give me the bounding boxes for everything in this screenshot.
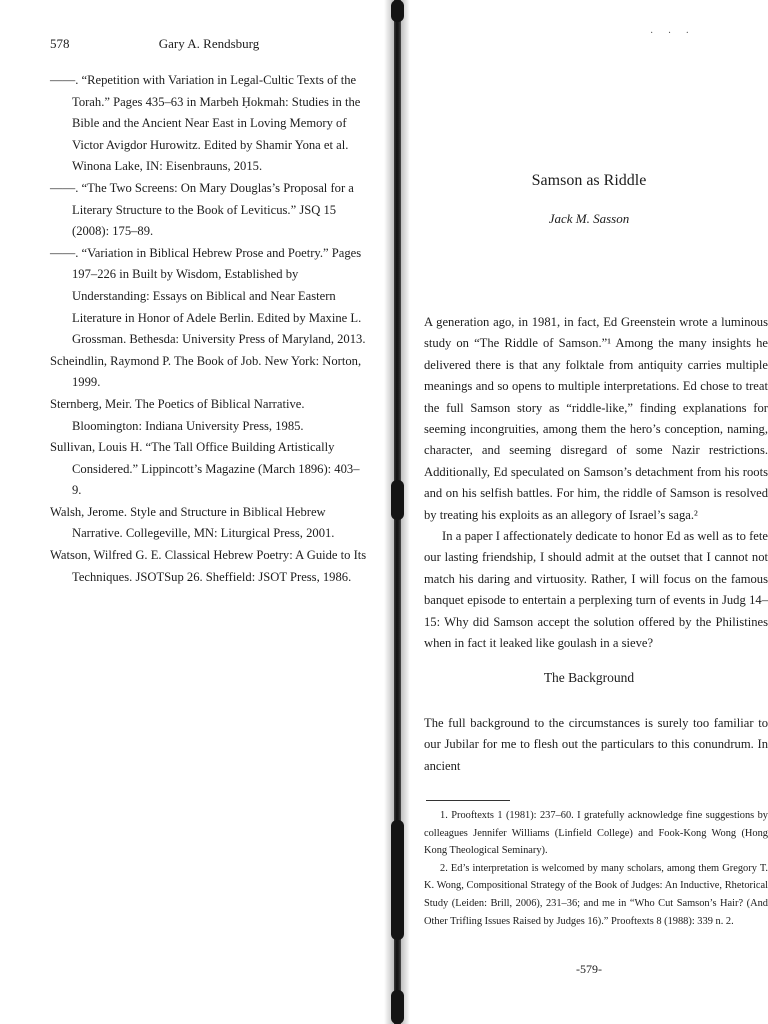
chapter-title: Samson as Riddle [531, 172, 647, 189]
spine-bulge [391, 990, 404, 1024]
spine-bulge [391, 0, 404, 22]
footnotes [424, 807, 768, 930]
page-number-left: 578 [50, 36, 70, 51]
bibliography-entry: Sternberg, Meir. The Poetics of Biblical Narrative. Bloomington: Indiana University Press, 1985. [50, 396, 305, 433]
bibliography-entry: Watson, Wilfred G. E. Classical Hebrew Poetry: A Guide to Its Techniques. JSOTSup 26. Sheffield: JSOT Press, 1986. [50, 548, 367, 584]
footnote-divider [426, 800, 510, 801]
spine-bulge [391, 480, 404, 520]
footnote: 2. Ed’s interpretation is welcomed by many scholars, among them Gregory T. K. Wong, Compositional Strategy of the Book of Judges: An Inductive, Rhetorical Study (Leiden: Brill, 2006), 231–36; and me in “Who Cut Samson’s Hair? (And Other Trifling Issues Raised by Judges 16).” Prooftexts 8 (1988): 339 n. 2. [424, 862, 768, 927]
spine-bulge [391, 820, 404, 940]
body-text [424, 312, 768, 655]
section-paragraph: The full background to the circumstances is surely too familiar to our Jubilar for me to flesh out the particulars to this conundrum. In ancient [424, 716, 768, 773]
body-paragraph: In a paper I affectionately dedicate to honor Ed as well as to fete our lasting friendship, I should admit at the outset that I cannot not match his daring and virtuosity. Rather, I will focus on the famous banquet episode to entertain a perplexing turn of events in Judg 14–15: Why did Samson accept the solution offered by the Philistines when in fact it leaked like goulash in a sieve? [424, 529, 768, 651]
bibliography-list [50, 70, 368, 588]
bibliography-entry: ——. “Repetition with Variation in Legal-Cultic Texts of the Torah.” Pages 435–63 in Marbeh Ḥokmah: Studies in the Bible and the Ancient Near East in Loving Memory of Victor Avigdor Hurowitz. Edited by Shamir Yona et al. Winona Lake, IN: Eisenbrauns, 2015. [50, 73, 361, 174]
bibliography-entry: ——. “The Two Screens: On Mary Douglas’s Proposal for a Literary Structure to the Book of Leviticus.” JSQ 15 (2008): 175–89. [50, 180, 354, 239]
chapter-author: Jack M. Sasson [548, 211, 630, 226]
running-head-author: Gary A. Rendsburg [158, 36, 260, 51]
book-gutter [384, 0, 410, 1024]
body-paragraph: A generation ago, in 1981, in fact, Ed Greenstein wrote a luminous study on “The Riddle of Samson.”¹ Among the many insights he delivered there is that any folktale from antiquity carries multiple meanings and so opens to multiple interpretations. Ed chose to treat the full Samson story as “riddle-like,” finding explanations for seeming incongruities, among them the hero’s conception, naming, character, and seeming disregard of some Nazir restrictions. Additionally, Ed speculated on Samson’s detachment from his roots and on his selfish battles. For him, the riddle of Samson is resolved by treating his exploits as an allegory of Israel’s saga.² [424, 315, 768, 522]
bibliography-entry: Walsh, Jerome. Style and Structure in Biblical Hebrew Narrative. Collegeville, MN: Liturgical Press, 2001. [50, 504, 335, 541]
right-page [410, 0, 768, 1024]
bibliography-entry: Sullivan, Louis H. “The Tall Office Building Artistically Considered.” Lippincott’s Magazine (March 1896): 403–9. [50, 440, 360, 498]
footnote: 1. Prooftexts 1 (1981): 237–60. I gratefully acknowledge fine suggestions by colleagues Jennifer Williams (Linfield College) and Fook-Kong Wong (Hong Kong Theological Seminary). [424, 810, 768, 857]
page-number-right: -579- [576, 962, 602, 976]
running-head [50, 36, 368, 56]
bibliography-entry: Scheindlin, Raymond P. The Book of Job. New York: Norton, 1999. [50, 353, 362, 390]
scan-artifact-marks: · · · [650, 28, 695, 39]
bibliography-entry: ——. “Variation in Biblical Hebrew Prose and Poetry.” Pages 197–226 in Built by Wisdom, Established by Understanding: Essays on Biblical and Near Eastern Literature in Honor of Adele Berlin. Edited by Maxine L. Grossman. Bethesda: University Press of Maryland, 2013. [50, 245, 366, 347]
section-heading: The Background [543, 670, 635, 685]
